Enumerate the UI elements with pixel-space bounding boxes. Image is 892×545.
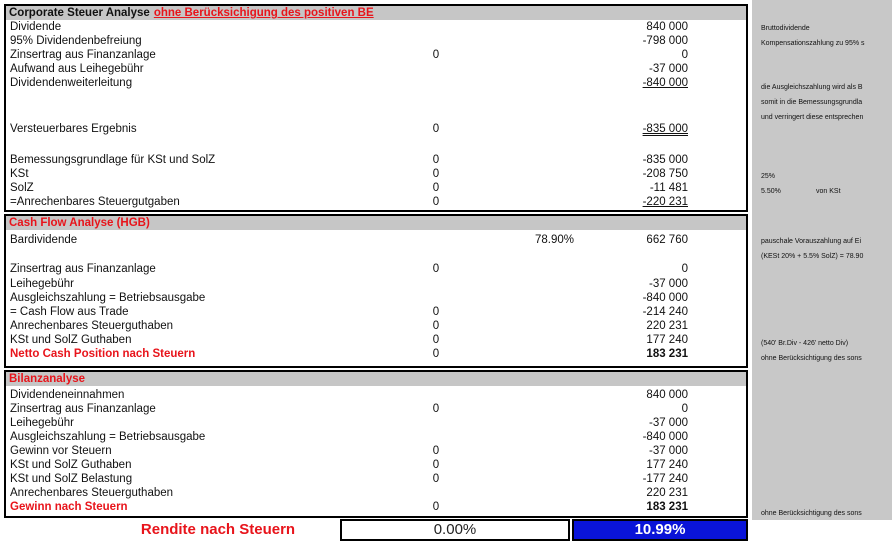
row-value: -840 000 — [642, 77, 688, 89]
row-col2: 0 — [432, 49, 440, 61]
table-row — [6, 167, 746, 181]
row-col2: 0 — [432, 320, 440, 332]
table-row — [6, 262, 746, 276]
table-row — [6, 122, 746, 136]
balance-sheet-section — [4, 370, 748, 518]
row-label: Leihegebühr — [10, 417, 74, 429]
row-label: KSt und SolZ Guthaben — [10, 459, 132, 471]
row-label: KSt und SolZ Belastung — [10, 473, 133, 485]
section-subtitle: ohne Berücksichigung des positiven BE — [153, 7, 374, 19]
table-row — [6, 195, 746, 209]
row-col2: 0 — [432, 501, 440, 513]
table-row — [6, 500, 746, 514]
row-value: -835 000 — [642, 154, 688, 166]
row-label: Ausgleichszahlung = Betriebsausgabe — [10, 292, 206, 304]
table-row — [6, 277, 746, 291]
rendite-value-base: 0.00% — [340, 519, 570, 541]
row-label: =Anrechenbares Steuergutgaben — [10, 196, 180, 208]
row-value: 220 231 — [646, 487, 688, 499]
row-value: 183 231 — [646, 501, 688, 513]
row-label: Zinsertrag aus Finanzanlage — [10, 263, 156, 275]
row-label: Dividende — [10, 21, 62, 33]
row-label: Bardividende — [10, 234, 78, 246]
row-label: Gewinn vor Steuern — [10, 445, 112, 457]
note-kest-formula: (KESt 20% + 5.5% SolZ) = 78.90 — [761, 253, 864, 260]
table-row — [6, 388, 746, 402]
row-value: 0 — [681, 49, 688, 61]
section-header — [6, 6, 746, 20]
note-verringert: und verringert diese entsprechen — [761, 114, 864, 121]
row-value: -37 000 — [648, 417, 688, 429]
note-bruttodividende: Bruttodividende — [761, 25, 810, 32]
table-row — [6, 20, 746, 34]
row-label: Zinsertrag aus Finanzanlage — [10, 403, 156, 415]
section-title: Cash Flow Analyse (HGB) — [9, 217, 150, 229]
table-row — [6, 458, 746, 472]
row-value: -835 000 — [642, 123, 688, 135]
table-row — [6, 291, 746, 305]
row-value: 0 — [681, 263, 688, 275]
row-value: -177 240 — [642, 473, 688, 485]
table-row — [6, 472, 746, 486]
row-value: 220 231 — [646, 320, 688, 332]
corporate-tax-section — [4, 4, 748, 212]
table-row — [6, 62, 746, 76]
section-header — [6, 372, 746, 386]
row-label: KSt — [10, 168, 29, 180]
row-label: KSt und SolZ Guthaben — [10, 334, 132, 346]
row-label: Leihegebühr — [10, 278, 74, 290]
row-col3: 78.90% — [534, 234, 574, 246]
table-row — [6, 153, 746, 167]
section-title: Bilanzanalyse — [9, 373, 86, 385]
note-solz-rate: 5.50% — [761, 188, 781, 195]
note-pauschale: pauschale Vorauszahlung auf Ei — [761, 238, 862, 245]
note-kompensationszahlung: Kompensationszahlung zu 95% s — [761, 40, 865, 47]
row-label: Zinsertrag aus Finanzanlage — [10, 49, 156, 61]
table-row — [6, 319, 746, 333]
row-label: 95% Dividendenbefreiung — [10, 35, 142, 47]
note-ohne-beruecksichtigung-1: ohne Berücksichtigung des sons — [761, 355, 862, 362]
note-ohne-beruecksichtigung-2: ohne Berücksichtigung des sons — [761, 510, 862, 517]
row-col2: 0 — [432, 168, 440, 180]
table-row — [6, 347, 746, 361]
table-row — [6, 430, 746, 444]
row-col2: 0 — [432, 263, 440, 275]
row-col2: 0 — [432, 459, 440, 471]
row-value: -37 000 — [648, 278, 688, 290]
row-label: Gewinn nach Steuern — [10, 501, 128, 513]
row-value: -37 000 — [648, 63, 688, 75]
row-col2: 0 — [432, 334, 440, 346]
table-row — [6, 76, 746, 90]
row-col2: 0 — [432, 154, 440, 166]
table-row — [6, 444, 746, 458]
row-value: 840 000 — [646, 389, 688, 401]
note-kst-rate: 25% — [761, 173, 776, 180]
row-label: Netto Cash Position nach Steuern — [10, 348, 196, 360]
table-row — [6, 402, 746, 416]
row-value: -220 231 — [642, 196, 688, 208]
table-row — [6, 233, 746, 247]
note-netto-div: (540' Br.Div - 426' netto Div) — [761, 340, 849, 347]
row-label: Dividendeneinnahmen — [10, 389, 125, 401]
row-col2: 0 — [432, 123, 440, 135]
row-label: Dividendenweiterleitung — [10, 77, 133, 89]
row-col2: 0 — [432, 445, 440, 457]
row-value: 840 000 — [646, 21, 688, 33]
row-label: = Cash Flow aus Trade — [10, 306, 129, 318]
row-value: 183 231 — [646, 348, 688, 360]
table-row — [6, 333, 746, 347]
row-value: 177 240 — [646, 459, 688, 471]
row-label: SolZ — [10, 182, 34, 194]
row-label: Versteuerbares Ergebnis — [10, 123, 137, 135]
table-row — [6, 34, 746, 48]
row-value: -840 000 — [642, 292, 688, 304]
row-value: -214 240 — [642, 306, 688, 318]
row-label: Ausgleichszahlung = Betriebsausgabe — [10, 431, 206, 443]
note-ausgleichszahlung: die Ausgleichszahlung wird als B — [761, 84, 863, 91]
section-header — [6, 216, 746, 230]
row-value: 0 — [681, 403, 688, 415]
row-col2: 0 — [432, 306, 440, 318]
table-row — [6, 416, 746, 430]
section-title: Corporate Steuer Analyse — [9, 7, 150, 19]
notes-column — [752, 0, 892, 520]
row-value: -840 000 — [642, 431, 688, 443]
row-value: -11 481 — [649, 182, 688, 194]
row-col2: 0 — [432, 182, 440, 194]
note-bemessungsgrundlage: somit in die Bemessungsgrundla — [761, 99, 863, 106]
row-label: Anrechenbares Steuerguthaben — [10, 487, 174, 499]
rendite-value-highlight: 10.99% — [572, 519, 748, 541]
row-value: -798 000 — [642, 35, 688, 47]
table-row — [6, 48, 746, 62]
table-row — [6, 181, 746, 195]
table-row — [6, 305, 746, 319]
row-col2: 0 — [432, 196, 440, 208]
row-value: -37 000 — [648, 445, 688, 457]
table-row — [6, 486, 746, 500]
cash-flow-section — [4, 214, 748, 368]
note-von-kst: von KSt — [816, 188, 841, 195]
row-label: Aufwand aus Leihegebühr — [10, 63, 144, 75]
row-col2: 0 — [432, 348, 440, 360]
row-value: 662 760 — [646, 234, 688, 246]
row-label: Anrechenbares Steuerguthaben — [10, 320, 174, 332]
row-col2: 0 — [432, 403, 440, 415]
row-value: 177 240 — [646, 334, 688, 346]
row-col2: 0 — [432, 473, 440, 485]
row-label: Bemessungsgrundlage für KSt und SolZ — [10, 154, 216, 166]
row-value: -208 750 — [642, 168, 688, 180]
rendite-label: Rendite nach Steuern — [140, 521, 296, 538]
